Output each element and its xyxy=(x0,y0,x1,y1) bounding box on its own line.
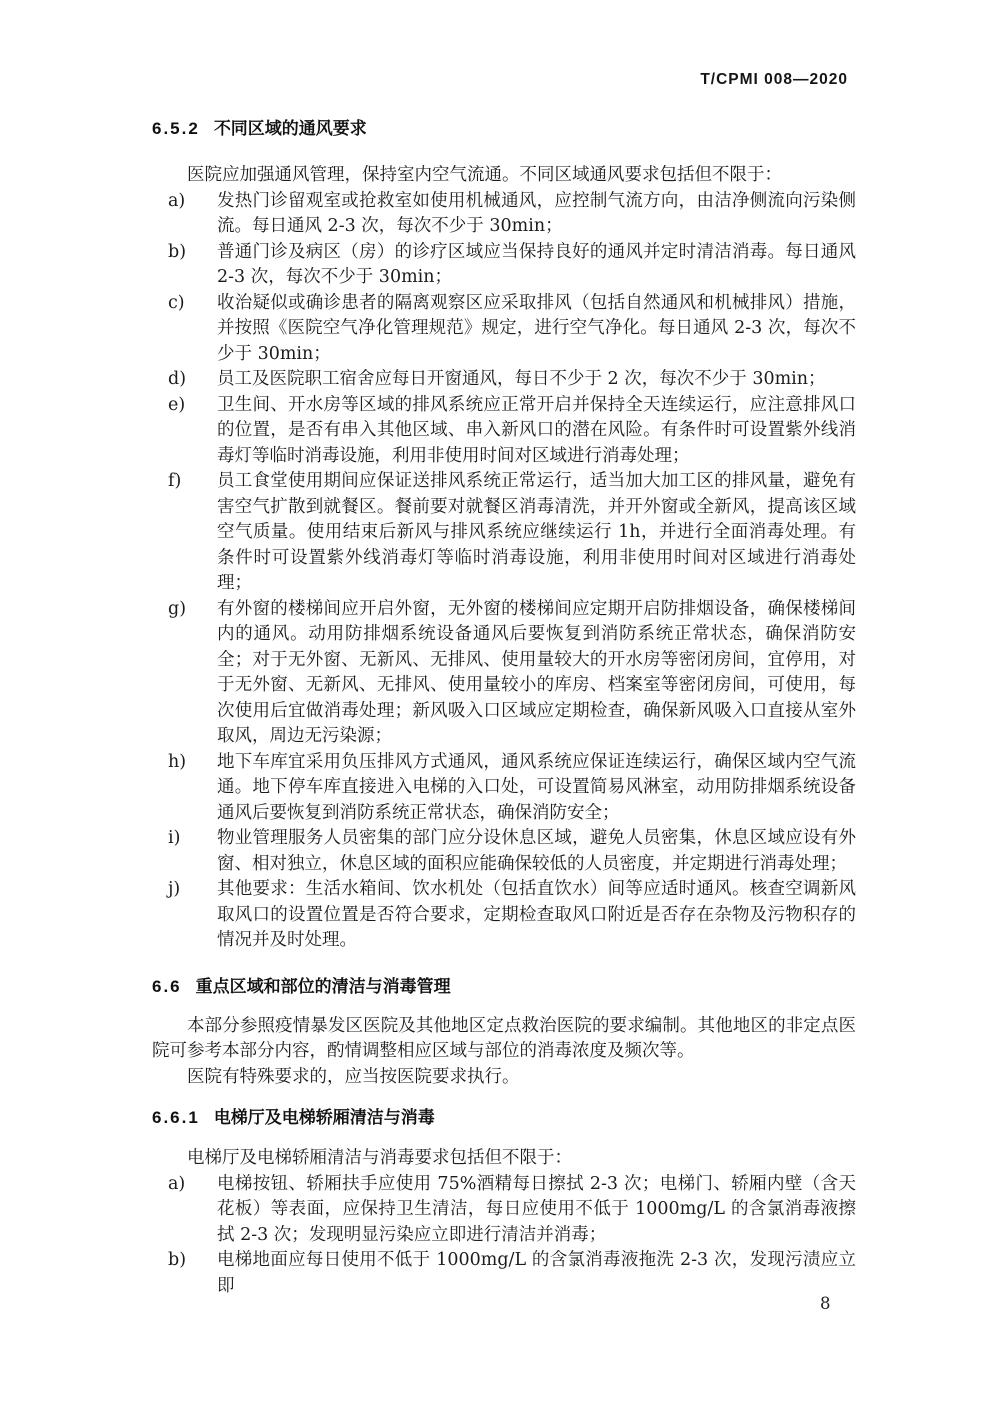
list-item-j xyxy=(152,877,856,954)
list-item-e xyxy=(152,393,856,470)
section-6-6-1-intro: 电梯厅及电梯轿厢清洁与消毒要求包括但不限于： xyxy=(187,1148,572,1168)
list-item-c xyxy=(152,291,856,368)
section-heading-6-6-1 xyxy=(152,1107,856,1129)
list-item-f xyxy=(152,469,856,597)
item-text: 收治疑似或确诊患者的隔离观察区应采取排风（包括自然通风和机械排风）措施，并按照《医院空气净化管理规范》规定，进行空气净化。每日通风 2-3 次，每次不少于 30min； xyxy=(217,292,856,364)
item-text: 物业管理服务人员密集的部门应分设休息区域，避免人员密集，休息区域应设有外窗、相对独立，休息区域的面积应能确保较低的人员密度，并定期进行消毒处理； xyxy=(217,828,856,874)
item-marker: j) xyxy=(168,879,181,899)
section-number: 6.6 xyxy=(152,976,182,996)
running-header: T/CPMI 008—2020 xyxy=(700,71,848,88)
list-item-d xyxy=(152,367,856,393)
section-title: 重点区域和部位的清洁与消毒管理 xyxy=(195,976,451,996)
item-marker: a) xyxy=(168,1173,186,1194)
page-content xyxy=(152,118,856,1299)
item-marker: g) xyxy=(168,598,187,619)
section-6-5-2-intro: 医院应加强通风管理，保持室内空气流通。不同区域通风要求包括但不限于： xyxy=(187,165,782,185)
item-marker: e) xyxy=(168,394,186,415)
list-item-a xyxy=(152,1172,856,1249)
item-marker: h) xyxy=(168,751,187,772)
list-item-i xyxy=(152,826,856,877)
item-marker: b) xyxy=(168,1250,187,1270)
list-item-a xyxy=(152,189,856,240)
list-item-b xyxy=(152,240,856,291)
item-marker: d) xyxy=(168,369,187,389)
item-text: 员工及医院职工宿舍应每日开窗通风，每日不少于 2 次，每次不少于 30min； xyxy=(217,369,826,389)
section-heading-6-5-2 xyxy=(152,118,856,140)
elevator-cleaning-list xyxy=(152,1172,856,1300)
section-number: 6.6.1 xyxy=(152,1108,200,1127)
list-item-b xyxy=(152,1248,856,1299)
section-title: 电梯厅及电梯轿厢清洁与消毒 xyxy=(213,1108,435,1127)
section-title: 不同区域的通风要求 xyxy=(213,119,367,138)
section-heading-6-6 xyxy=(152,976,856,998)
item-marker: f) xyxy=(168,471,182,491)
item-text: 电梯地面应每日使用不低于 1000mg/L 的含氯消毒液拖洗 2-3 次，发现污渍应立即 xyxy=(217,1250,856,1296)
item-marker: i) xyxy=(168,828,181,848)
item-marker: b) xyxy=(168,241,187,262)
section-6-6-paragraph-1: 本部分参照疫情暴发区医院及其他地区定点救治医院的要求编制。其他地区的非定点医院可参考本部分内容，酌情调整相应区域与部位的消毒浓度及频次等。 xyxy=(152,1015,856,1061)
list-item-h xyxy=(152,750,856,827)
ventilation-requirements-list xyxy=(152,189,856,954)
list-item-g xyxy=(152,597,856,750)
item-marker: c) xyxy=(168,292,185,313)
item-text: 普通门诊及病区（房）的诊疗区域应当保持良好的通风并定时清洁消毒。每日通风 2-3 次，每次不少于 30min； xyxy=(217,241,856,287)
section-number: 6.5.2 xyxy=(152,119,200,138)
item-text: 有外窗的楼梯间应开启外窗，无外窗的楼梯间应定期开启防排烟设备，确保楼梯间内的通风。动用防排烟系统设备通风后要恢复到消防系统正常状态，确保消防安全；对于无外窗、无新风、无排风、使用量较大的开水房等密闭房间，宜停用，对于无外窗、无新风、无排风、使用量较小的库房、档案室等密闭房间，可使用，每次使用后宜做消毒处理；新风吸入口区域应定期检查，确保新风吸入口直接从室外取风，周边无污染源； xyxy=(217,598,856,746)
item-text: 地下车库宜采用负压排风方式通风，通风系统应保证连续运行，确保区域内空气流通。地下停车库直接进入电梯的入口处，可设置简易风淋室，动用防排烟系统设备通风后要恢复到消防系统正常状态，确保消防安全； xyxy=(217,751,856,823)
item-text: 其他要求：生活水箱间、饮水机处（包括直饮水）间等应适时通风。核查空调新风取风口的设置位置是否符合要求，定期检查取风口附近是否存在杂物及污物积存的情况并及时处理。 xyxy=(217,879,856,950)
item-text: 电梯按钮、轿厢扶手应使用 75%酒精每日擦拭 2-3 次；电梯门、轿厢内壁（含天花板）等表面，应保持卫生清洁，每日应使用不低于 1000mg/L 的含氯消毒液擦拭 2-3 次；发现明显污染应立即进行清洁并消毒； xyxy=(217,1173,856,1245)
item-marker: a) xyxy=(168,190,186,211)
item-text: 卫生间、开水房等区域的排风系统应正常开启并保持全天连续运行，应注意排风口的位置，是否有串入其他区域、串入新风口的潜在风险。有条件时可设置紫外线消毒灯等临时消毒设施，利用非使用时间对区域进行消毒处理； xyxy=(217,394,856,466)
item-text: 员工食堂使用期间应保证送排风系统正常运行，适当加大加工区的排风量，避免有害空气扩散到就餐区。餐前要对就餐区消毒清洗，并开外窗或全新风，提高该区域空气质量。使用结束后新风与排风系统应继续运行 1h，并进行全面消毒处理。有条件时可设置紫外线消毒灯等临时消毒设施，利用非使用时间对区域进行消毒处理； xyxy=(217,471,856,593)
page-number: 8 xyxy=(820,1294,831,1313)
section-6-6-paragraph-2: 医院有特殊要求的，应当按医院要求执行。 xyxy=(187,1066,520,1087)
item-text: 发热门诊留观室或抢救室如使用机械通风，应控制气流方向，由洁净侧流向污染侧流。每日通风 2-3 次，每次不少于 30min； xyxy=(217,190,856,236)
